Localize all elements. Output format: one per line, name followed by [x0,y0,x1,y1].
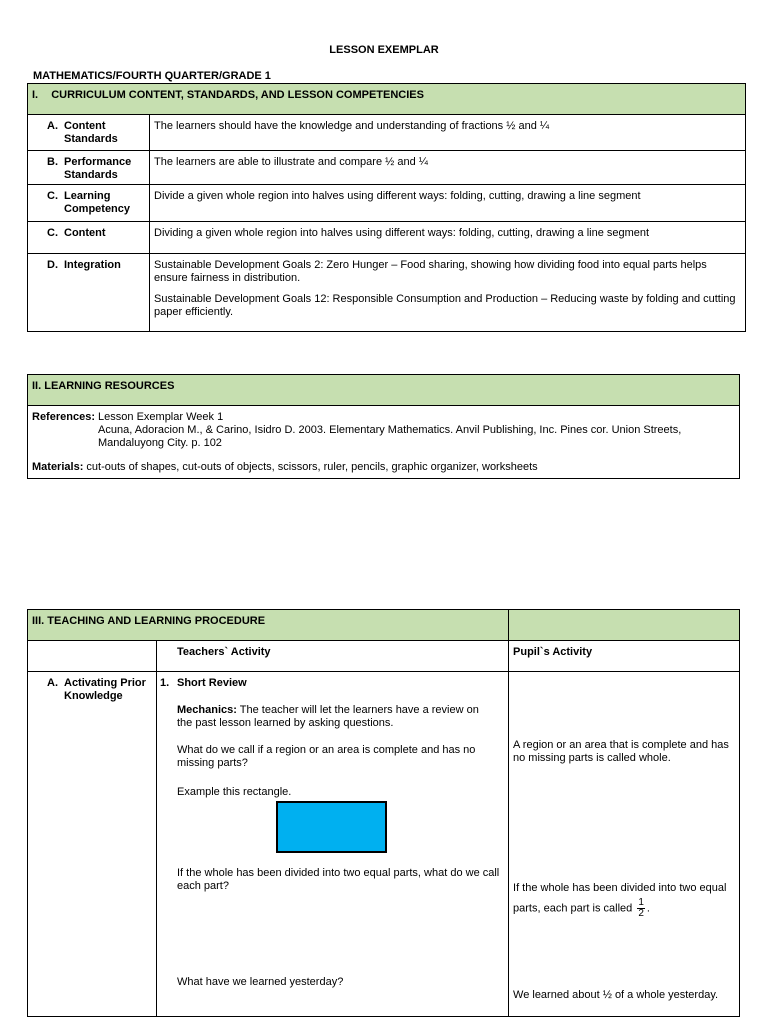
item-title: Short Review [177,677,247,689]
references-line2: Acuna, Adoracion M., & Carino, Isidro D. 2003. Elementary Mathematics. Anvil Publishing, Inc. Pines cor. Union Streets, Mandaluyong City. p. 102 [98,424,682,449]
procedure-table [27,609,740,1017]
row-text: Sustainable Development Goals 12: Responsible Consumption and Production – Reducing waste by folding and cutting paper efficiently. [154,293,736,318]
row-label: Performance [64,156,132,168]
question-half: If the whole has been divided into two equal parts, what do we call each part? [177,867,500,892]
answer-half-period: . [646,902,650,915]
question-yesterday: What have we learned yesterday? [177,976,344,988]
answer-whole: A region or an area that is complete and has no missing parts is called whole. [513,739,729,764]
section3-header: III. TEACHING AND LEARNING PROCEDURE [28,610,509,641]
table-row [28,254,746,332]
row-letter: C. [47,227,58,239]
example-rectangle [276,801,387,853]
document-subtitle: MATHEMATICS/FOURTH QUARTER/GRADE 1 [33,70,271,82]
row-text: The learners should have the knowledge and understanding of fractions ½ and ¼ [150,115,746,151]
section2-header: II. LEARNING RESOURCES [28,375,740,406]
row-letter: B. [47,156,58,168]
row-text: Sustainable Development Goals 2: Zero Hunger – Food sharing, showing how dividing food into equal parts helps ensure fairness in distribution. [154,259,707,284]
row-letter: D. [47,259,58,271]
mechanics-text: The teacher will let the learners have a review on the past lesson learned by asking questions. [177,704,479,729]
row-label: Learning [64,190,111,202]
row-label: Competency [64,203,131,215]
row-text: Dividing a given whole region into halves using different ways: folding, cutting, drawing a line segment [150,222,746,254]
document-title: LESSON EXEMPLAR [329,44,439,56]
table-row [28,185,746,222]
table-row [28,115,746,151]
fraction-one-half [637,898,645,919]
row-label: Standards [64,133,118,145]
references-label: References: [32,411,95,423]
materials-label: Materials: [32,461,84,473]
row-label: Standards [64,169,118,181]
row-text: The learners are able to illustrate and compare ½ and ¼ [150,151,746,185]
references [32,411,735,424]
resources-table [27,374,740,479]
mechanics-label: Mechanics: [177,704,237,716]
pupil-activity-header: Pupil`s Activity [509,641,740,672]
references-line1: Lesson Exemplar Week 1 [98,411,224,423]
pupil-activity-cell [509,672,740,1017]
section1-number: I. [32,89,39,101]
table-row [28,222,746,254]
section1-title: CURRICULUM CONTENT, STANDARDS, AND LESSON COMPETENCIES [51,89,424,101]
stage-label: Activating Prior Knowledge [64,677,146,702]
materials-text: cut-outs of shapes, cut-outs of objects, scissors, ruler, pencils, graphic organizer, worksheets [86,461,538,473]
mechanics [177,704,497,730]
question-whole: What do we call if a region or an area is complete and has no missing parts? [177,744,476,769]
row-label: Integration [64,259,121,271]
row-letter: C. [47,190,58,202]
section1-header [28,84,746,115]
row-text: Divide a given whole region into halves using different ways: folding, cutting, drawing a line segment [150,185,746,222]
table-row [28,151,746,185]
teacher-activity-cell [157,672,509,1017]
curriculum-table [27,83,746,332]
item-number: 1. [160,677,170,689]
answer-yesterday: We learned about ½ of a whole yesterday. [513,989,719,1001]
stage-letter: A. [47,677,58,689]
row-label: Content [64,227,106,239]
materials [32,461,735,474]
teacher-activity-header: Teachers` Activity [157,641,509,672]
answer-half [513,878,735,919]
row-label: Content [64,120,106,132]
answer-half-text: If the whole has been divided into two equal parts, each part is called [513,882,727,915]
row-letter: A. [47,120,58,132]
fraction-denominator: 2 [638,908,644,919]
example-text: Example this rectangle. [177,786,292,798]
fraction-numerator: 1 [638,897,644,908]
